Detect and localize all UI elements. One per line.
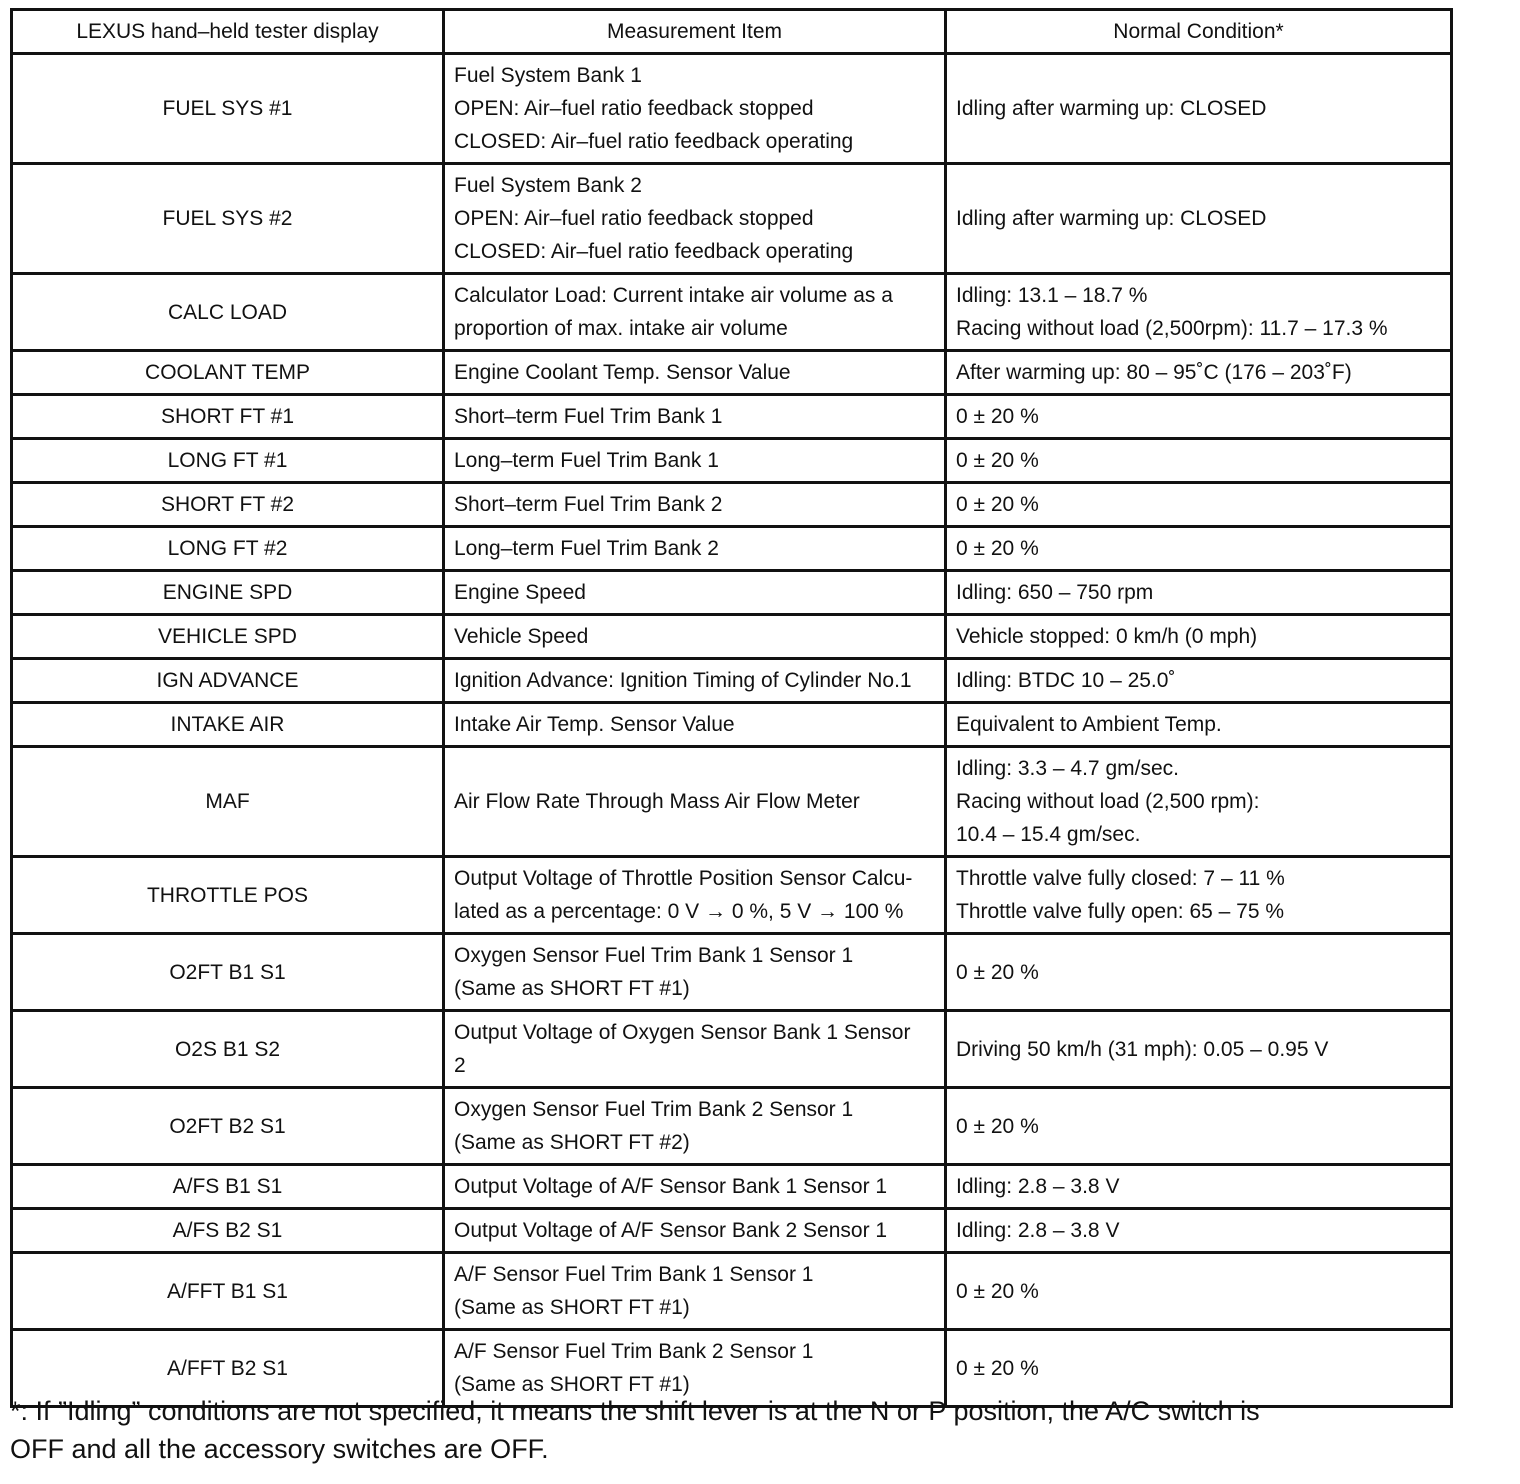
normal-condition-cell: [946, 615, 1452, 659]
table-row: [12, 1253, 1452, 1330]
measurement-item-line: (Same as SHORT FT #2): [454, 1131, 690, 1154]
tester-display-cell: LONG FT #2: [12, 527, 444, 571]
tester-display-cell: MAF: [12, 747, 444, 857]
table-row: [12, 351, 1452, 395]
measurement-item-line: Short–term Fuel Trim Bank 2: [454, 493, 723, 516]
normal-condition-cell: [946, 571, 1452, 615]
normal-condition-cell: [946, 439, 1452, 483]
table-row: [12, 1088, 1452, 1165]
normal-condition-cell: [946, 703, 1452, 747]
table-row: [12, 527, 1452, 571]
measurement-item-line: Engine Speed: [454, 581, 586, 604]
table-header-row: [12, 10, 1452, 54]
measurement-item-line: Fuel System Bank 1: [454, 64, 642, 87]
table-row: [12, 857, 1452, 934]
measurement-item-line: Air Flow Rate Through Mass Air Flow Meter: [454, 790, 860, 813]
normal-condition-line: Driving 50 km/h (31 mph): 0.05 – 0.95 V: [956, 1037, 1329, 1061]
measurement-item-cell: [444, 615, 946, 659]
tester-display-cell: FUEL SYS #1: [12, 54, 444, 164]
normal-condition-line: Idling after warming up: CLOSED: [956, 97, 1267, 120]
normal-condition-line: Throttle valve fully open: 65 – 75 %: [956, 900, 1285, 923]
measurement-item-line: Output Voltage of A/F Sensor Bank 2 Sensor 1: [454, 1219, 888, 1242]
measurement-item-cell: [444, 659, 946, 703]
normal-condition-line: 0 ± 20 %: [956, 493, 1039, 516]
measurement-item-line: Intake Air Temp. Sensor Value: [454, 713, 735, 736]
normal-condition-line: 0 ± 20 %: [956, 1356, 1039, 1380]
normal-condition-cell: [946, 54, 1452, 164]
measurement-item-cell: [444, 483, 946, 527]
measurement-item-line: (Same as SHORT FT #1): [454, 1296, 690, 1319]
normal-condition-line: 0 ± 20 %: [956, 537, 1039, 560]
tester-display-cell: O2S B1 S2: [12, 1011, 444, 1088]
table-row: [12, 659, 1452, 703]
tester-display-cell: THROTTLE POS: [12, 857, 444, 934]
normal-condition-line: 0 ± 20 %: [956, 449, 1039, 472]
table-row: [12, 571, 1452, 615]
measurement-item-cell: [444, 1253, 946, 1330]
normal-condition-line: 0 ± 20 %: [956, 1114, 1039, 1138]
measurement-item-line: Output Voltage of Oxygen Sensor Bank 1 Sensor: [454, 1021, 911, 1044]
measurement-item-line: Output Voltage of A/F Sensor Bank 1 Sensor 1: [454, 1175, 888, 1198]
measurement-item-line: OPEN: Air–fuel ratio feedback stopped: [454, 207, 814, 230]
tester-display-cell: A/FS B2 S1: [12, 1209, 444, 1253]
table-row: [12, 274, 1452, 351]
tester-display-cell: SHORT FT #2: [12, 483, 444, 527]
measurement-item-cell: [444, 1011, 946, 1088]
table-row: [12, 615, 1452, 659]
table-row: [12, 164, 1452, 274]
tester-display-cell: A/FS B1 S1: [12, 1165, 444, 1209]
normal-condition-line: Racing without load (2,500 rpm):: [956, 790, 1260, 813]
normal-condition-line: Racing without load (2,500rpm): 11.7 – 17.3 %: [956, 317, 1388, 340]
measurement-item-cell: [444, 274, 946, 351]
tester-display-cell: LONG FT #1: [12, 439, 444, 483]
measurement-item-line: (Same as SHORT FT #1): [454, 1373, 690, 1396]
tester-display-cell: INTAKE AIR: [12, 703, 444, 747]
normal-condition-cell: [946, 1011, 1452, 1088]
normal-condition-cell: [946, 351, 1452, 395]
measurement-item-cell: [444, 703, 946, 747]
measurement-item-line: Vehicle Speed: [454, 625, 589, 648]
table-row: [12, 439, 1452, 483]
normal-condition-cell: [946, 1165, 1452, 1209]
normal-condition-cell: [946, 934, 1452, 1011]
normal-condition-line: Idling: 2.8 – 3.8 V: [956, 1175, 1120, 1198]
measurement-item-line: A/F Sensor Fuel Trim Bank 1 Sensor 1: [454, 1263, 814, 1286]
table-row: [12, 395, 1452, 439]
normal-condition-line: After warming up: 80 – 95˚C (176 – 203˚F): [956, 361, 1352, 384]
normal-condition-cell: [946, 857, 1452, 934]
table-row: [12, 703, 1452, 747]
measurement-item-line: OPEN: Air–fuel ratio feedback stopped: [454, 97, 814, 120]
normal-condition-line: Idling: 2.8 – 3.8 V: [956, 1219, 1120, 1242]
tester-display-cell: ENGINE SPD: [12, 571, 444, 615]
measurement-item-line: CLOSED: Air–fuel ratio feedback operating: [454, 240, 854, 263]
normal-condition-cell: [946, 527, 1452, 571]
measurement-item-cell: [444, 1165, 946, 1209]
normal-condition-cell: [946, 659, 1452, 703]
normal-condition-line: Throttle valve fully closed: 7 – 11 %: [956, 867, 1285, 890]
tester-display-cell: CALC LOAD: [12, 274, 444, 351]
normal-condition-cell: [946, 1209, 1452, 1253]
normal-condition-line: Idling: 650 – 750 rpm: [956, 581, 1154, 604]
normal-condition-cell: [946, 1088, 1452, 1165]
data-list-table: [10, 8, 1453, 1408]
normal-condition-line: Idling: BTDC 10 – 25.0˚: [956, 669, 1176, 692]
measurement-item-line: proportion of max. intake air volume: [454, 317, 788, 340]
measurement-item-cell: [444, 571, 946, 615]
table-row: [12, 54, 1452, 164]
measurement-item-cell: [444, 747, 946, 857]
tester-display-cell: O2FT B2 S1: [12, 1088, 444, 1165]
tester-display-cell: A/FFT B1 S1: [12, 1253, 444, 1330]
normal-condition-line: 0 ± 20 %: [956, 405, 1039, 428]
column-header-measurement-item: Measurement Item: [444, 10, 946, 54]
measurement-item-line: Ignition Advance: Ignition Timing of Cylinder No.1: [454, 669, 912, 692]
normal-condition-line: Equivalent to Ambient Temp.: [956, 713, 1222, 736]
measurement-item-cell: [444, 395, 946, 439]
measurement-item-cell: [444, 1088, 946, 1165]
measurement-item-line: Calculator Load: Current intake air volume as a: [454, 284, 893, 307]
normal-condition-line: Vehicle stopped: 0 km/h (0 mph): [956, 625, 1258, 648]
table-row: [12, 747, 1452, 857]
normal-condition-line: 0 ± 20 %: [956, 1279, 1039, 1303]
footnote-line: *: If ”Idling” conditions are not specified, it means the shift lever is at the N or P position, the A/C switch is: [10, 1396, 1260, 1426]
footnote-line: OFF and all the accessory switches are OFF.: [10, 1434, 549, 1464]
table-row: [12, 934, 1452, 1011]
table-row: [12, 1209, 1452, 1253]
measurement-item-cell: [444, 351, 946, 395]
normal-condition-cell: [946, 1253, 1452, 1330]
measurement-item-cell: [444, 1209, 946, 1253]
measurement-item-line: Oxygen Sensor Fuel Trim Bank 1 Sensor 1: [454, 944, 854, 967]
measurement-item-line: Engine Coolant Temp. Sensor Value: [454, 361, 791, 384]
measurement-item-line: Short–term Fuel Trim Bank 1: [454, 405, 723, 428]
tester-display-cell: IGN ADVANCE: [12, 659, 444, 703]
measurement-item-line: (Same as SHORT FT #1): [454, 977, 690, 1000]
table-row: [12, 1165, 1452, 1209]
measurement-item-line: Oxygen Sensor Fuel Trim Bank 2 Sensor 1: [454, 1098, 854, 1121]
table-body: [12, 54, 1452, 1407]
measurement-item-line: lated as a percentage: 0 V → 0 %, 5 V → 100 %: [454, 900, 904, 923]
tester-display-cell: COOLANT TEMP: [12, 351, 444, 395]
normal-condition-cell: [946, 483, 1452, 527]
measurement-item-line: CLOSED: Air–fuel ratio feedback operating: [454, 130, 854, 153]
measurement-item-cell: [444, 934, 946, 1011]
tester-display-cell: SHORT FT #1: [12, 395, 444, 439]
normal-condition-cell: [946, 274, 1452, 351]
measurement-item-line: Fuel System Bank 2: [454, 174, 642, 197]
measurement-item-line: 2: [454, 1054, 466, 1077]
measurement-item-line: Long–term Fuel Trim Bank 2: [454, 537, 719, 560]
measurement-item-cell: [444, 54, 946, 164]
column-header-display: LEXUS hand–held tester display: [12, 10, 444, 54]
footnote: [10, 1392, 1480, 1468]
measurement-item-line: A/F Sensor Fuel Trim Bank 2 Sensor 1: [454, 1340, 814, 1363]
normal-condition-line: Idling: 3.3 – 4.7 gm/sec.: [956, 757, 1179, 780]
normal-condition-line: 0 ± 20 %: [956, 960, 1039, 984]
tester-display-cell: FUEL SYS #2: [12, 164, 444, 274]
normal-condition-cell: [946, 164, 1452, 274]
measurement-item-cell: [444, 164, 946, 274]
normal-condition-cell: [946, 747, 1452, 857]
data-list-sheet: [10, 8, 1450, 1408]
measurement-item-cell: [444, 857, 946, 934]
measurement-item-cell: [444, 439, 946, 483]
normal-condition-line: Idling after warming up: CLOSED: [956, 207, 1267, 230]
tester-display-cell: A/FFT B2 S1: [12, 1330, 444, 1407]
measurement-item-line: Output Voltage of Throttle Position Sensor Calcu-: [454, 867, 913, 890]
column-header-normal-condition: Normal Condition*: [946, 10, 1452, 54]
measurement-item-cell: [444, 527, 946, 571]
normal-condition-line: 10.4 – 15.4 gm/sec.: [956, 823, 1141, 846]
measurement-item-line: Long–term Fuel Trim Bank 1: [454, 449, 719, 472]
normal-condition-line: Idling: 13.1 – 18.7 %: [956, 284, 1148, 307]
table-row: [12, 1011, 1452, 1088]
tester-display-cell: O2FT B1 S1: [12, 934, 444, 1011]
table-row: [12, 483, 1452, 527]
normal-condition-cell: [946, 395, 1452, 439]
tester-display-cell: VEHICLE SPD: [12, 615, 444, 659]
